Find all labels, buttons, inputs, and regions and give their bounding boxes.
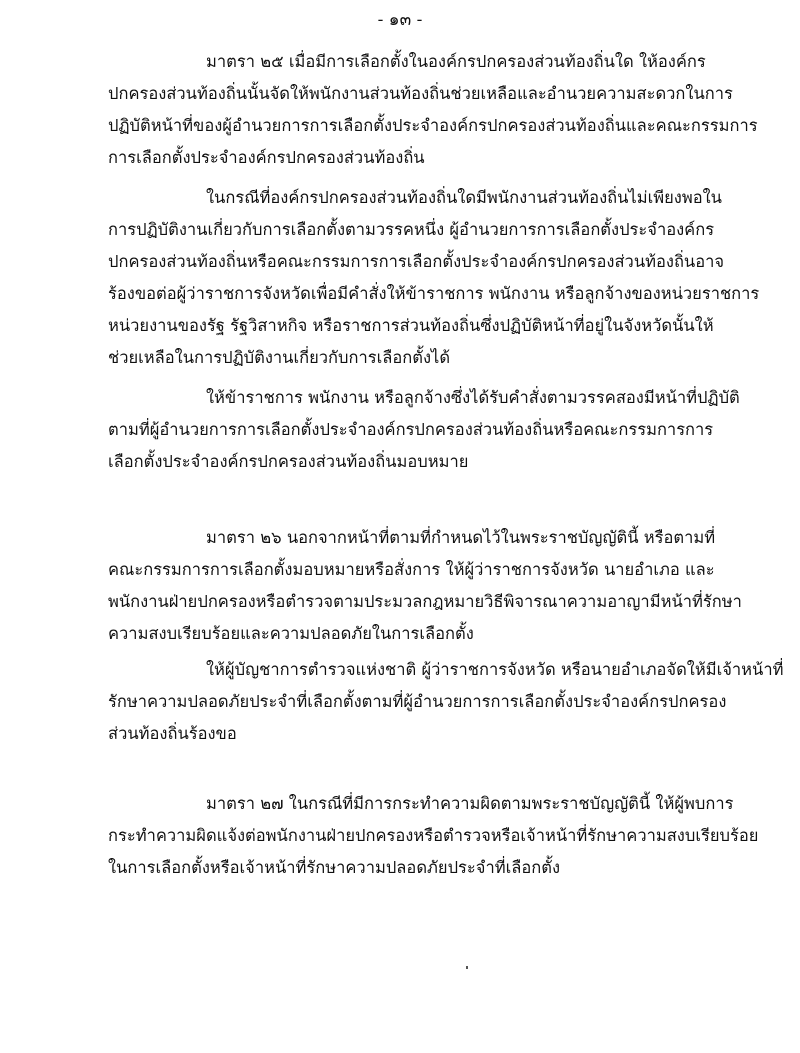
text-line: หน่วยงานของรัฐ รัฐวิสาหกิจ หรือราชการส่วนท้องถิ่นซึ่งปฏิบัติหน้าที่อยู่ในจังหวัดนั้นให้ (108, 316, 714, 335)
text-line: เลือกตั้งประจำองค์กรปกครองส่วนท้องถิ่นมอบหมาย (108, 452, 469, 471)
paragraph-section-25-para-3 (108, 382, 740, 478)
text-line: มาตรา ๒๖ นอกจากหน้าที่ตามที่กำหนดไว้ในพระราชบัญญัตินี้ หรือตามที่ (206, 528, 716, 547)
text-line: ให้ผู้บัญชาการตำรวจแห่งชาติ ผู้ว่าราชการจังหวัด หรือนายอำเภอจัดให้มีเจ้าหน้าที่ (206, 660, 784, 679)
text-line: ความสงบเรียบร้อยและความปลอดภัยในการเลือกตั้ง (108, 624, 474, 643)
paragraph-section-26-para-2 (108, 654, 784, 750)
text-line: ตามที่ผู้อำนวยการการเลือกตั้งประจำองค์กรปกครองส่วนท้องถิ่นหรือคณะกรรมการการ (108, 420, 714, 439)
text-line: ปกครองส่วนท้องถิ่นหรือคณะกรรมการการเลือกตั้งประจำองค์กรปกครองส่วนท้องถิ่นอาจ (108, 252, 725, 271)
text-line: พนักงานฝ่ายปกครองหรือตำรวจตามประมวลกฎหมายวิธีพิจารณาความอาญามีหน้าที่รักษา (108, 592, 742, 611)
text-line: มาตรา ๒๗ ในกรณีที่มีการกระทำความผิดตามพระราชบัญญัตินี้ ให้ผู้พบการ (206, 794, 734, 813)
text-line: ช่วยเหลือในการปฏิบัติงานเกี่ยวกับการเลือกตั้งได้ (108, 348, 451, 367)
paragraph-section-25 (108, 46, 758, 174)
text-line: ในการเลือกตั้งหรือเจ้าหน้าที่รักษาความปลอดภัยประจำที่เลือกตั้ง (108, 858, 561, 877)
text-line: ส่วนท้องถิ่นร้องขอ (108, 724, 237, 743)
text-line: ให้ข้าราชการ พนักงาน หรือลูกจ้างซึ่งได้รับคำสั่งตามวรรคสองมีหน้าที่ปฏิบัติ (206, 388, 740, 407)
text-line: คณะกรรมการการเลือกตั้งมอบหมายหรือสั่งการ ให้ผู้ว่าราชการจังหวัด นายอำเภอ และ (108, 560, 715, 579)
paragraph-section-27 (108, 788, 759, 884)
text-line: ในกรณีที่องค์กรปกครองส่วนท้องถิ่นใดมีพนักงานส่วนท้องถิ่นไม่เพียงพอใน (206, 188, 722, 207)
text-line: มาตรา ๒๕ เมื่อมีการเลือกตั้งในองค์กรปกครองส่วนท้องถิ่นใด ให้องค์กร (206, 52, 706, 71)
text-line: กระทำความผิดแจ้งต่อพนักงานฝ่ายปกครองหรือตำรวจหรือเจ้าหน้าที่รักษาความสงบเรียบร้อย (108, 826, 759, 845)
text-line: ปฏิบัติหน้าที่ของผู้อำนวยการการเลือกตั้งประจำองค์กรปกครองส่วนท้องถิ่นและคณะกรรมการ (108, 116, 758, 135)
paragraph-section-25-para-2 (108, 182, 760, 374)
text-line: การปฏิบัติงานเกี่ยวกับการเลือกตั้งตามวรรคหนึ่ง ผู้อำนวยการการเลือกตั้งประจำองค์กร (108, 220, 715, 239)
page-number: - ๑๓ - (377, 10, 423, 30)
text-line: ปกครองส่วนท้องถิ่นนั้นจัดให้พนักงานส่วนท้องถิ่นช่วยเหลือและอำนวยความสะดวกในการ (108, 84, 733, 103)
text-line: การเลือกตั้งประจำองค์กรปกครองส่วนท้องถิ่น (108, 148, 425, 167)
scan-speck (466, 966, 468, 969)
paragraph-section-26 (108, 522, 742, 650)
text-line: ร้องขอต่อผู้ว่าราชการจังหวัดเพื่อมีคำสั่งให้ข้าราชการ พนักงาน หรือลูกจ้างของหน่วยราชการ (108, 284, 760, 303)
text-line: รักษาความปลอดภัยประจำที่เลือกตั้งตามที่ผู้อำนวยการการเลือกตั้งประจำองค์กรปกครอง (108, 692, 727, 711)
